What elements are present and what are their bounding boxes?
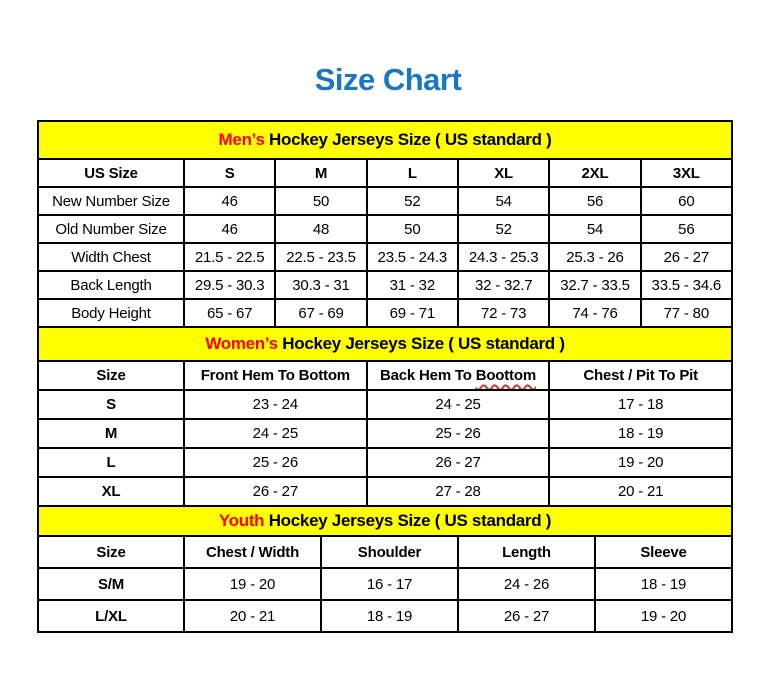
- youth-band-text: Hockey Jerseys Size ( US standard ): [264, 511, 552, 530]
- value-cell: 29.5 - 30.3: [184, 271, 275, 299]
- value-cell: 18 - 19: [549, 419, 732, 448]
- value-cell: 74 - 76: [549, 299, 640, 327]
- value-cell: 23 - 24: [184, 390, 367, 419]
- value-cell: 19 - 20: [184, 568, 321, 600]
- page-title: Size Chart: [314, 62, 462, 97]
- column-header: Size: [38, 361, 184, 390]
- column-header: L: [367, 159, 458, 187]
- value-cell: 19 - 20: [595, 600, 732, 632]
- value-cell: 16 - 17: [321, 568, 458, 600]
- size-label: S/M: [38, 568, 184, 600]
- value-cell: 17 - 18: [549, 390, 732, 419]
- column-header: US Size: [38, 159, 184, 187]
- column-header: 3XL: [641, 159, 732, 187]
- value-cell: 67 - 69: [275, 299, 366, 327]
- value-cell: 72 - 73: [458, 299, 549, 327]
- table-row: [38, 187, 732, 215]
- womens-header-row: [38, 361, 732, 390]
- column-header: S: [184, 159, 275, 187]
- column-header: M: [275, 159, 366, 187]
- column-header: XL: [458, 159, 549, 187]
- value-cell: 65 - 67: [184, 299, 275, 327]
- row-label: Body Height: [38, 299, 184, 327]
- column-header: Front Hem To Bottom: [184, 361, 367, 390]
- column-header: 2XL: [549, 159, 640, 187]
- size-label: XL: [38, 477, 184, 506]
- value-cell: 24 - 25: [184, 419, 367, 448]
- womens-band-highlight: Women’s: [205, 334, 278, 353]
- value-cell: 25.3 - 26: [549, 243, 640, 271]
- table-row: [38, 299, 732, 327]
- size-label: M: [38, 419, 184, 448]
- value-cell: 77 - 80: [641, 299, 732, 327]
- value-cell: 46: [184, 215, 275, 243]
- value-cell: 54: [458, 187, 549, 215]
- value-cell: 24 - 25: [367, 390, 550, 419]
- size-tables-container: [37, 120, 733, 633]
- value-cell: 24.3 - 25.3: [458, 243, 549, 271]
- value-cell: 46: [184, 187, 275, 215]
- value-cell: 18 - 19: [321, 600, 458, 632]
- column-header: Length: [458, 536, 595, 568]
- row-label: New Number Size: [38, 187, 184, 215]
- mens-header-row: [38, 159, 732, 187]
- value-cell: 50: [275, 187, 366, 215]
- row-label: Old Number Size: [38, 215, 184, 243]
- value-cell: 56: [641, 215, 732, 243]
- column-header: Shoulder: [321, 536, 458, 568]
- table-row: [38, 600, 732, 632]
- header-back-text: Back Hem To: [380, 367, 476, 384]
- value-cell: 27 - 28: [367, 477, 550, 506]
- table-row: [38, 568, 732, 600]
- value-cell: 32 - 32.7: [458, 271, 549, 299]
- mens-band-text: Hockey Jerseys Size ( US standard ): [264, 130, 552, 149]
- value-cell: 32.7 - 33.5: [549, 271, 640, 299]
- youth-band-highlight: Youth: [218, 511, 265, 530]
- value-cell: 20 - 21: [184, 600, 321, 632]
- womens-band-text: Hockey Jerseys Size ( US standard ): [277, 334, 565, 353]
- value-cell: 69 - 71: [367, 299, 458, 327]
- value-cell: 30.3 - 31: [275, 271, 366, 299]
- mens-band-highlight: Men’s: [218, 130, 265, 149]
- column-header-misspelled: [367, 361, 550, 390]
- value-cell: 18 - 19: [595, 568, 732, 600]
- table-row: [38, 419, 732, 448]
- value-cell: 21.5 - 22.5: [184, 243, 275, 271]
- value-cell: 25 - 26: [184, 448, 367, 477]
- value-cell: 60: [641, 187, 732, 215]
- youth-section-band: [38, 506, 732, 536]
- value-cell: 25 - 26: [367, 419, 550, 448]
- womens-band-row: [38, 327, 732, 361]
- value-cell: 26 - 27: [458, 600, 595, 632]
- table-row: [38, 243, 732, 271]
- size-label: S: [38, 390, 184, 419]
- row-label: Width Chest: [38, 243, 184, 271]
- size-label: L/XL: [38, 600, 184, 632]
- row-label: Back Length: [38, 271, 184, 299]
- value-cell: 52: [367, 187, 458, 215]
- value-cell: 22.5 - 23.5: [275, 243, 366, 271]
- column-header: Size: [38, 536, 184, 568]
- value-cell: 23.5 - 24.3: [367, 243, 458, 271]
- table-row: [38, 271, 732, 299]
- mens-size-table: [37, 120, 733, 328]
- youth-band-row: [38, 506, 732, 536]
- column-header: Sleeve: [595, 536, 732, 568]
- value-cell: 19 - 20: [549, 448, 732, 477]
- value-cell: 52: [458, 215, 549, 243]
- value-cell: 20 - 21: [549, 477, 732, 506]
- mens-section-band: [38, 121, 732, 159]
- column-header: Chest / Width: [184, 536, 321, 568]
- column-header: Chest / Pit To Pit: [549, 361, 732, 390]
- table-row: [38, 448, 732, 477]
- value-cell: 31 - 32: [367, 271, 458, 299]
- value-cell: 33.5 - 34.6: [641, 271, 732, 299]
- value-cell: 56: [549, 187, 640, 215]
- table-row: [38, 390, 732, 419]
- youth-size-table: [37, 505, 733, 633]
- womens-section-band: [38, 327, 732, 361]
- mens-band-row: [38, 121, 732, 159]
- value-cell: 50: [367, 215, 458, 243]
- value-cell: 26 - 27: [184, 477, 367, 506]
- youth-header-row: [38, 536, 732, 568]
- table-row: [38, 215, 732, 243]
- value-cell: 24 - 26: [458, 568, 595, 600]
- value-cell: 26 - 27: [641, 243, 732, 271]
- size-label: L: [38, 448, 184, 477]
- table-row: [38, 477, 732, 506]
- womens-size-table: [37, 326, 733, 507]
- value-cell: 26 - 27: [367, 448, 550, 477]
- value-cell: 54: [549, 215, 640, 243]
- spellcheck-squiggle-word: Boottom: [475, 367, 536, 384]
- value-cell: 48: [275, 215, 366, 243]
